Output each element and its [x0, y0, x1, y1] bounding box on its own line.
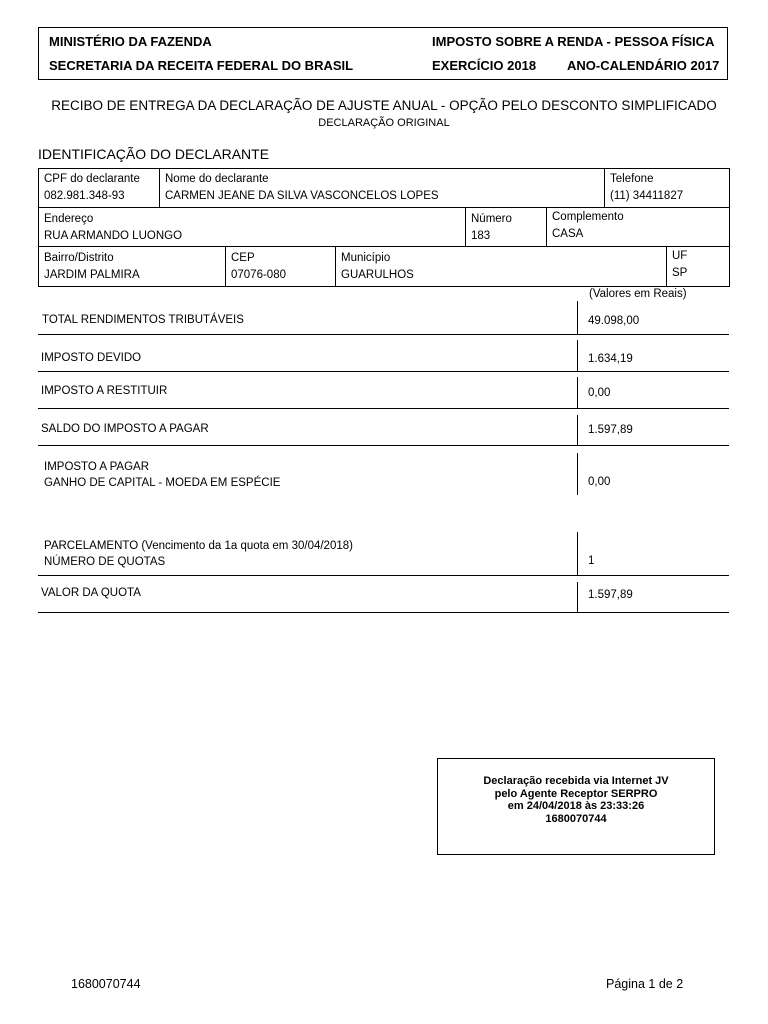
- identification-row-3: [38, 246, 730, 287]
- city-value: GUARULHOS: [341, 269, 414, 281]
- section-title-identification: IDENTIFICAÇÃO DO DECLARANTE: [38, 146, 270, 162]
- district-cell: [39, 246, 226, 286]
- tax-due-value: 1.634,19: [588, 353, 633, 365]
- row-divider: [38, 371, 729, 372]
- balance-value: 1.597,89: [588, 424, 633, 436]
- refund-label: IMPOSTO A RESTITUIR: [41, 385, 168, 397]
- complement-cell: [547, 207, 730, 246]
- cep-value: 07076-080: [231, 269, 286, 281]
- phone-value: (11) 34411827: [610, 190, 684, 202]
- row-divider: [38, 612, 729, 613]
- uf-cell: [667, 246, 730, 286]
- document-subtitle: DECLARAÇÃO ORIGINAL: [318, 117, 450, 129]
- receipt-line-3: em 24/04/2018 às 23:33:26: [507, 800, 645, 812]
- phone-cell: [605, 169, 730, 208]
- name-cell: [160, 169, 605, 208]
- value-divider: [577, 453, 578, 495]
- cpf-cell: [39, 169, 160, 208]
- total-income-label: TOTAL RENDIMENTOS TRIBUTÁVEIS: [42, 314, 244, 326]
- value-divider: [577, 340, 578, 371]
- ministry-name: MINISTÉRIO DA FAZENDA: [49, 34, 212, 49]
- document-title: RECIBO DE ENTREGA DA DECLARAÇÃO DE AJUSTE ANUAL - OPÇÃO PELO DESCONTO SIMPLIFICADO: [51, 98, 717, 113]
- cep-cell: [226, 246, 336, 286]
- name-label: Nome do declarante: [165, 173, 269, 185]
- phone-label: Telefone: [610, 173, 654, 185]
- row-divider: [38, 334, 729, 335]
- identification-row-2: [38, 207, 730, 247]
- installments-label: PARCELAMENTO (Vencimento da 1a quota em 30/04/2018): [44, 540, 353, 552]
- value-divider: [577, 582, 578, 612]
- complement-value: CASA: [552, 228, 584, 240]
- total-income-value: 49.098,00: [588, 315, 640, 327]
- value-divider: [577, 532, 578, 575]
- capital-gain-value: 0,00: [588, 476, 611, 488]
- exercise-year: EXERCÍCIO 2018: [432, 58, 537, 73]
- row-divider: [38, 408, 729, 409]
- cpf-label: CPF do declarante: [44, 173, 140, 185]
- calendar-year: ANO-CALENDÁRIO 2017: [567, 58, 720, 73]
- number-value: 183: [471, 230, 491, 242]
- row-divider: [38, 575, 729, 576]
- receipt-box: [437, 758, 715, 855]
- uf-label: UF: [672, 250, 688, 262]
- address-value: RUA ARMANDO LUONGO: [44, 230, 183, 242]
- footer-doc-number: 1680070744: [71, 977, 141, 991]
- values-note: (Valores em Reais): [589, 288, 687, 300]
- value-divider: [577, 415, 578, 445]
- cpf-value: 082.981.348-93: [44, 190, 125, 202]
- quota-value: 1.597,89: [588, 589, 633, 601]
- receipt-line-2: pelo Agente Receptor SERPRO: [494, 787, 658, 800]
- footer-page-number: Página 1 de 2: [606, 977, 684, 991]
- name-value: CARMEN JEANE DA SILVA VASCONCELOS LOPES: [165, 190, 439, 202]
- address-label: Endereço: [44, 213, 94, 225]
- header-box: [38, 27, 728, 80]
- cep-label: CEP: [231, 252, 255, 264]
- identification-row-1: [38, 168, 730, 208]
- installments-count-value: 1: [588, 555, 595, 567]
- value-divider: [577, 301, 578, 334]
- uf-value: SP: [672, 267, 688, 279]
- capital-gain-label: GANHO DE CAPITAL - MOEDA EM ESPÉCIE: [44, 477, 281, 489]
- number-label: Número: [471, 213, 512, 225]
- balance-label: SALDO DO IMPOSTO A PAGAR: [41, 423, 209, 435]
- complement-label: Complemento: [552, 211, 624, 223]
- row-divider: [38, 445, 729, 446]
- receipt-line-1: Declaração recebida via Internet JV: [483, 775, 669, 787]
- city-cell: [336, 246, 667, 286]
- value-divider: [577, 377, 578, 408]
- district-label: Bairro/Distrito: [44, 252, 114, 264]
- refund-value: 0,00: [588, 387, 611, 399]
- tax-name: IMPOSTO SOBRE A RENDA - PESSOA FÍSICA: [432, 34, 715, 49]
- installments-count-label: NÚMERO DE QUOTAS: [44, 556, 166, 568]
- tax-to-pay-label: IMPOSTO A PAGAR: [44, 461, 150, 473]
- tax-due-label: IMPOSTO DEVIDO: [41, 352, 142, 364]
- receipt-line-4: 1680070744: [545, 812, 607, 825]
- quota-value-label: VALOR DA QUOTA: [41, 587, 141, 599]
- address-cell: [39, 207, 466, 246]
- secretariat-name: SECRETARIA DA RECEITA FEDERAL DO BRASIL: [49, 58, 354, 73]
- number-cell: [466, 207, 547, 246]
- city-label: Município: [341, 252, 391, 264]
- district-value: JARDIM PALMIRA: [44, 269, 140, 281]
